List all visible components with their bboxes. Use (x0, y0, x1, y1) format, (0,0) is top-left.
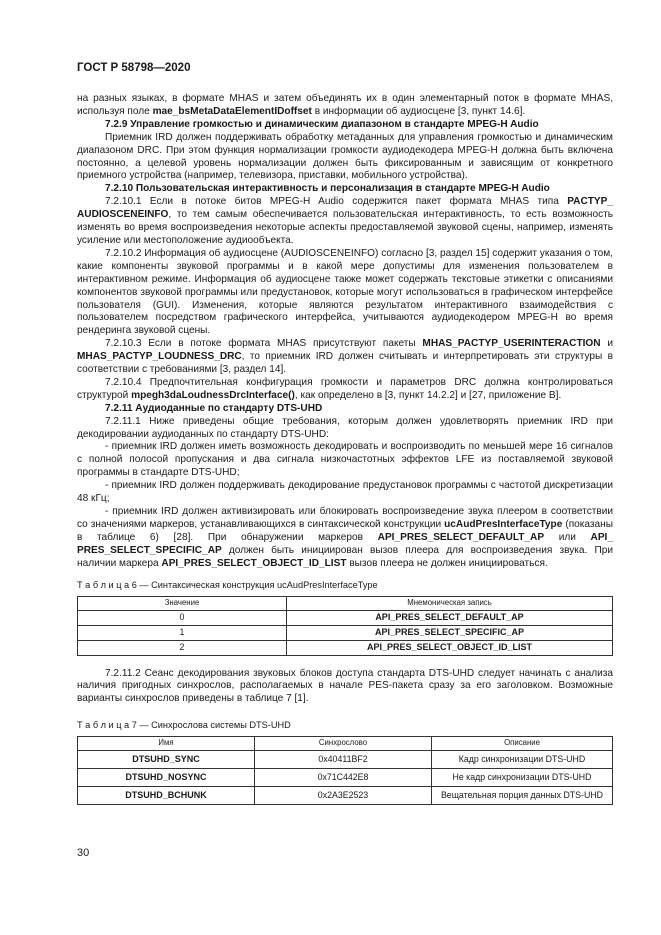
text: , то приемник IRD должен считывать и интерпретировать эти структуры в соответствии с требованиями [3, раздел 14]. (77, 351, 613, 376)
paragraph-7-2-10-3 (77, 338, 613, 377)
paragraph-7-2-9: Приемник IRD должен поддерживать обработку метаданных для управления громкостью и динамическим диапазоном DRC. При этом функция нормализации громкости аудиодекодера MPEG-H должна быть включена постоянно, а целевой уровень нормализации должен быть фиксированным и зависящим от конкретного приемного устройства (например, телевизора, приставки, мобильного устройства). (77, 131, 613, 182)
text: должен быть инициирован вызов плеера для воспроизведения звука. При наличии маркера (77, 544, 613, 569)
text: - приемник IRD должен активизировать или блокировать воспроизведение звука плеером в соответствии со значениями маркеров, устанавливающихся в синтаксической конструкции (77, 506, 613, 530)
table-7 (77, 736, 613, 805)
table-cell: Кадр синхронизации DTS-UHD (432, 751, 613, 769)
table-cell: 1 (78, 625, 287, 640)
text: вызов плеера не должен инициироваться. (346, 557, 548, 569)
column-header: Описание (432, 737, 613, 751)
text: 7.2.10.1 Если в потоке битов MPEG-H Audio содержится пакет формата MHAS типа (105, 196, 568, 208)
text: , то тем самым обеспечивается пользовательская интерактивность, то есть возможность изменять во время воспроизведения некоторые аспекты предоставляемой звуковой сцены, например, изменять усиление или местоположение аудиообъекта. (77, 209, 613, 246)
paragraph-7-2-11-1: 7.2.11.1 Ниже приведены общие требования, которым должен удовлетворять приемник IRD при декодировании аудиоданных по стандарту DTS-UHD: (77, 415, 613, 440)
packet-type: MHAS_PACTYP_LOUDNESS_DRC (77, 351, 242, 363)
table-cell: DTSUHD_SYNC (78, 751, 255, 769)
table-cell: Не кадр синхронизации DTS-UHD (432, 769, 613, 787)
table-cell: Вещательная порция данных DTS-UHD (432, 787, 613, 805)
table-cell: 2 (78, 640, 287, 655)
text: и (600, 338, 613, 350)
table-cell: 0 (78, 610, 287, 625)
packet-type: PACTYP_ AUDIOSCENEINFO (77, 196, 613, 221)
page-body (77, 93, 613, 805)
page-number: 30 (77, 847, 90, 859)
field-name: ucAudPresInterfaceType (444, 518, 563, 530)
column-header: Мнемоническая запись (287, 596, 613, 610)
table-cell: API_PRES_SELECT_SPECIFIC_AP (287, 625, 613, 640)
paragraph-7-2-11-2: 7.2.11.2 Сеанс декодирования звуковых блоков доступа стандарта DTS-UHD следует начинать с анализа наличия пригодных синхрослов, располагаемых в начале PES-пакета сразу за его заголовком. Возможные варианты синхрослов приведены в таблице 7 [1]. (77, 667, 613, 705)
paragraph-7-2-10-1 (77, 196, 613, 248)
list-item (77, 506, 613, 571)
column-header: Синхрослово (255, 737, 432, 751)
text: , как определено в [3, пункт 14.2.2] и [27, приложение В]. (294, 389, 562, 401)
table-cell: 0x2A3E2523 (255, 787, 432, 805)
text: 7.2.10.3 Если в потоке формата MHAS присутствуют пакеты (105, 338, 423, 350)
table-header-row (78, 737, 613, 751)
table-cell: API_PRES_SELECT_DEFAULT_AP (287, 610, 613, 625)
text: на разных языках, в формате MHAS и затем объединять их в один элементарный поток в формате MHAS, используя поле (77, 93, 613, 117)
marker-name: API_PRES_SELECT_OBJECT_ID_LIST (161, 557, 347, 569)
table-cell: DTSUHD_BCHUNK (78, 787, 255, 805)
document-header: ГОСТ Р 58798—2020 (77, 62, 191, 74)
section-heading-7-2-11: 7.2.11 Аудиоданные по стандарту DTS-UHD (105, 402, 323, 414)
table-cell: API_PRES_SELECT_OBJECT_ID_LIST (287, 640, 613, 655)
table-header-row (78, 596, 613, 610)
table-row (78, 787, 613, 805)
marker-name: API_PRES_SELECT_DEFAULT_AP (377, 531, 545, 543)
text: или (544, 531, 591, 543)
paragraph-continued (77, 93, 613, 119)
column-header: Значение (78, 596, 287, 610)
table-cell: DTSUHD_NOSYNC (78, 769, 255, 787)
paragraph-7-2-10-4 (77, 377, 613, 403)
table-cell: 0x40411BF2 (255, 751, 432, 769)
field-name: mae_bsMetaDataElementIDoffset (152, 105, 312, 117)
section-heading-7-2-10: 7.2.10 Пользовательская интерактивность и персонализация в стандарте MPEG-H Audio (105, 183, 550, 195)
table-6 (77, 596, 613, 656)
section-heading-7-2-9: 7.2.9 Управление громкостью и динамическим диапазоном в стандарте MPEG-H Audio (105, 118, 539, 130)
table-row (78, 640, 613, 655)
text: (показаны в таблице 6) [28]. При обнаружении маркеров (77, 518, 613, 543)
table-row (78, 751, 613, 769)
table-row (78, 625, 613, 640)
structure-name: mpegh3daLoudnessDrcInterface() (131, 389, 295, 401)
table-6-caption: Т а б л и ц а 6 — Синтаксическая конструкция ucAudPresInterfaceType (77, 579, 378, 590)
table-cell: 0x71C442E8 (255, 769, 432, 787)
paragraph-7-2-10-2: 7.2.10.2 Информация об аудиосцене (AUDIOSCENEINFO) согласно [3, раздел 15] содержит указания о том, какие компоненты звуковой программы и в какой мере допустимы для изменения пользователем в интерактивном режиме. Информация об аудиосцене также может содержать текстовые этикетки с описаниями компонентов звуковой программы или предустановок, которые могут использоваться в графическом интерфейсе пользователя (GUI). Изменения, которые являются результатом интерактивного взаимодействия с пользователем посредством графического интерфейса, учитываются аудиодекодером MPEG-H во время рендеринга звуковой сцены. (77, 247, 613, 337)
marker-name: API_ PRES_SELECT_SPECIFIC_AP (77, 531, 613, 556)
list-item: - приемник IRD должен поддерживать декодирование предустановок программы с частотой дискретизации 48 кГц; (77, 480, 613, 505)
table-row (78, 610, 613, 625)
packet-type: MHAS_PACTYP_USERINTERACTION (422, 338, 601, 350)
list-item: - приемник IRD должен иметь возможность декодировать и воспроизводить по меньшей мере 16 сигналов с полной полосой пропускания и два сигнала низкочастотных эффектов LFE из поставляемой звуковой программы в стандарте DTS-UHD; (77, 441, 613, 479)
table-row (78, 769, 613, 787)
text: 7.2.10.4 Предпочтительная конфигурация громкости и параметров DRC должна контролироваться структурой (77, 376, 613, 401)
table-7-caption: Т а б л и ц а 7 — Синхрослова системы DTS-UHD (77, 720, 291, 731)
column-header: Имя (78, 737, 255, 751)
text: в информации об аудиосцене [3, пункт 14.6]. (311, 105, 526, 117)
